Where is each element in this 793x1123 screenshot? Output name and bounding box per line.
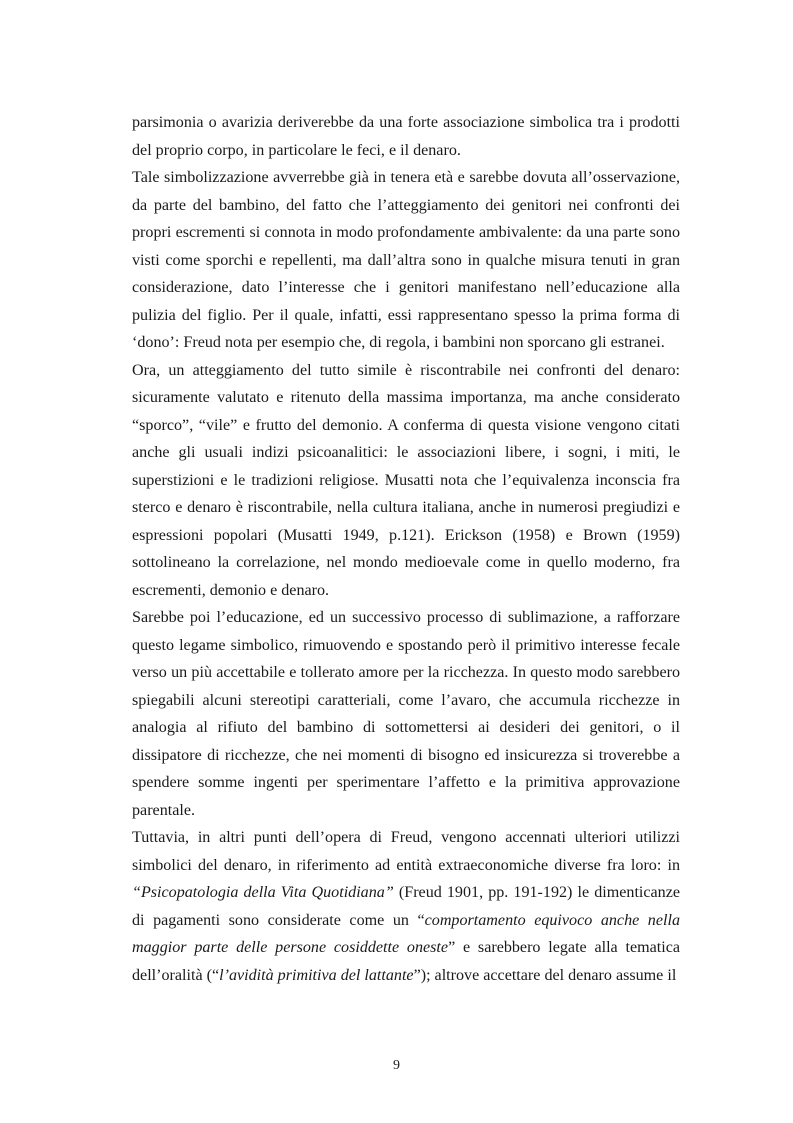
paragraph (132, 357, 680, 605)
text-segment: ”); altrove accettare del denaro assume il (413, 966, 677, 984)
text-segment: Ora, un atteggiamento del tutto simile è riscontrabile nei confronti del denaro: sicuramente valutato e ritenuto della massima importanza, ma anche considerato “sporco”, “vile” e frutto del demonio. A conferma di questa visione vengono citati anche gli usuali indizi psicoanalitici: le associazioni libere, i sogni, i miti, le superstizioni e le tradizioni religiose. Musatti nota che l’equivalenza inconscia fra sterco e denaro è riscontrabile, nella cultura italiana, anche in numerosi pregiudizi e espressioni popolari (Musatti 1949, p.121). Erickson (1958) e Brown (1959) sottolineano la correlazione, nel mondo medioevale come in quello moderno, fra escrementi, demonio e denaro. (132, 361, 680, 599)
document-page (132, 109, 680, 989)
paragraph (132, 164, 680, 357)
text-segment: Tale simbolizzazione avverrebbe già in tenera età e sarebbe dovuta all’osservazione, da parte del bambino, del fatto che l’atteggiamento dei genitori nei confronti dei propri escrementi si connota in modo profondamente ambivalente: da una parte sono visti come sporchi e repellenti, ma dall’altra sono in qualche misura tenuti in gran considerazione, dato l’interesse che i genitori manifestano nell’educazione alla pulizia del figlio. Per il quale, infatti, essi rappresentano spesso la prima forma di ‘dono’: Freud nota per esempio che, di regola, i bambini non sporcano gli estranei. (132, 169, 680, 351)
body-text (132, 109, 680, 989)
paragraph (132, 604, 680, 824)
italic-text-segment: l’avidità primitiva del lattante (219, 966, 414, 984)
text-segment: Tuttavia, in altri punti dell’opera di Freud, vengono accennati ulteriori utilizzi simbolici del denaro, in riferimento ad entità extraeconomiche diverse fra loro: in (132, 829, 680, 874)
italic-text-segment: comportamento equivoco anche nella maggior parte delle persone cosiddette oneste (132, 911, 680, 956)
text-segment: (Freud 1901, pp. 191-192) le dimenticanze di pagamenti sono considerate come un “ (132, 884, 681, 929)
text-segment: Sarebbe poi l’educazione, ed un successivo processo di sublimazione, a rafforzare questo legame simbolico, rimuovendo e spostando però il primitivo interesse fecale verso un più accettabile e tollerato amore per la ricchezza. In questo modo sarebbero spiegabili alcuni stereotipi caratteriali, come l’avaro, che accumula ricchezze in analogia al rifiuto del bambino di sottomettersi ai desideri dei genitori, o il dissipatore di ricchezze, che nei momenti di bisogno ed insicurezza si troverebbe a spendere somme ingenti per sperimentare l’affetto e la primitiva approvazione parentale. (132, 609, 680, 819)
page-number: 9 (393, 1058, 400, 1073)
italic-text-segment: “Psicopatologia della Vita Quotidiana” (132, 884, 394, 901)
text-segment: ” e sarebbero legate alla tematica dell’oralità (“ (132, 939, 680, 984)
paragraph (132, 824, 680, 989)
text-segment: parsimonia o avarizia deriverebbe da una forte associazione simbolica tra i prodotti del proprio corpo, in particolare le feci, e il denaro. (132, 114, 680, 159)
paragraph (132, 109, 680, 164)
